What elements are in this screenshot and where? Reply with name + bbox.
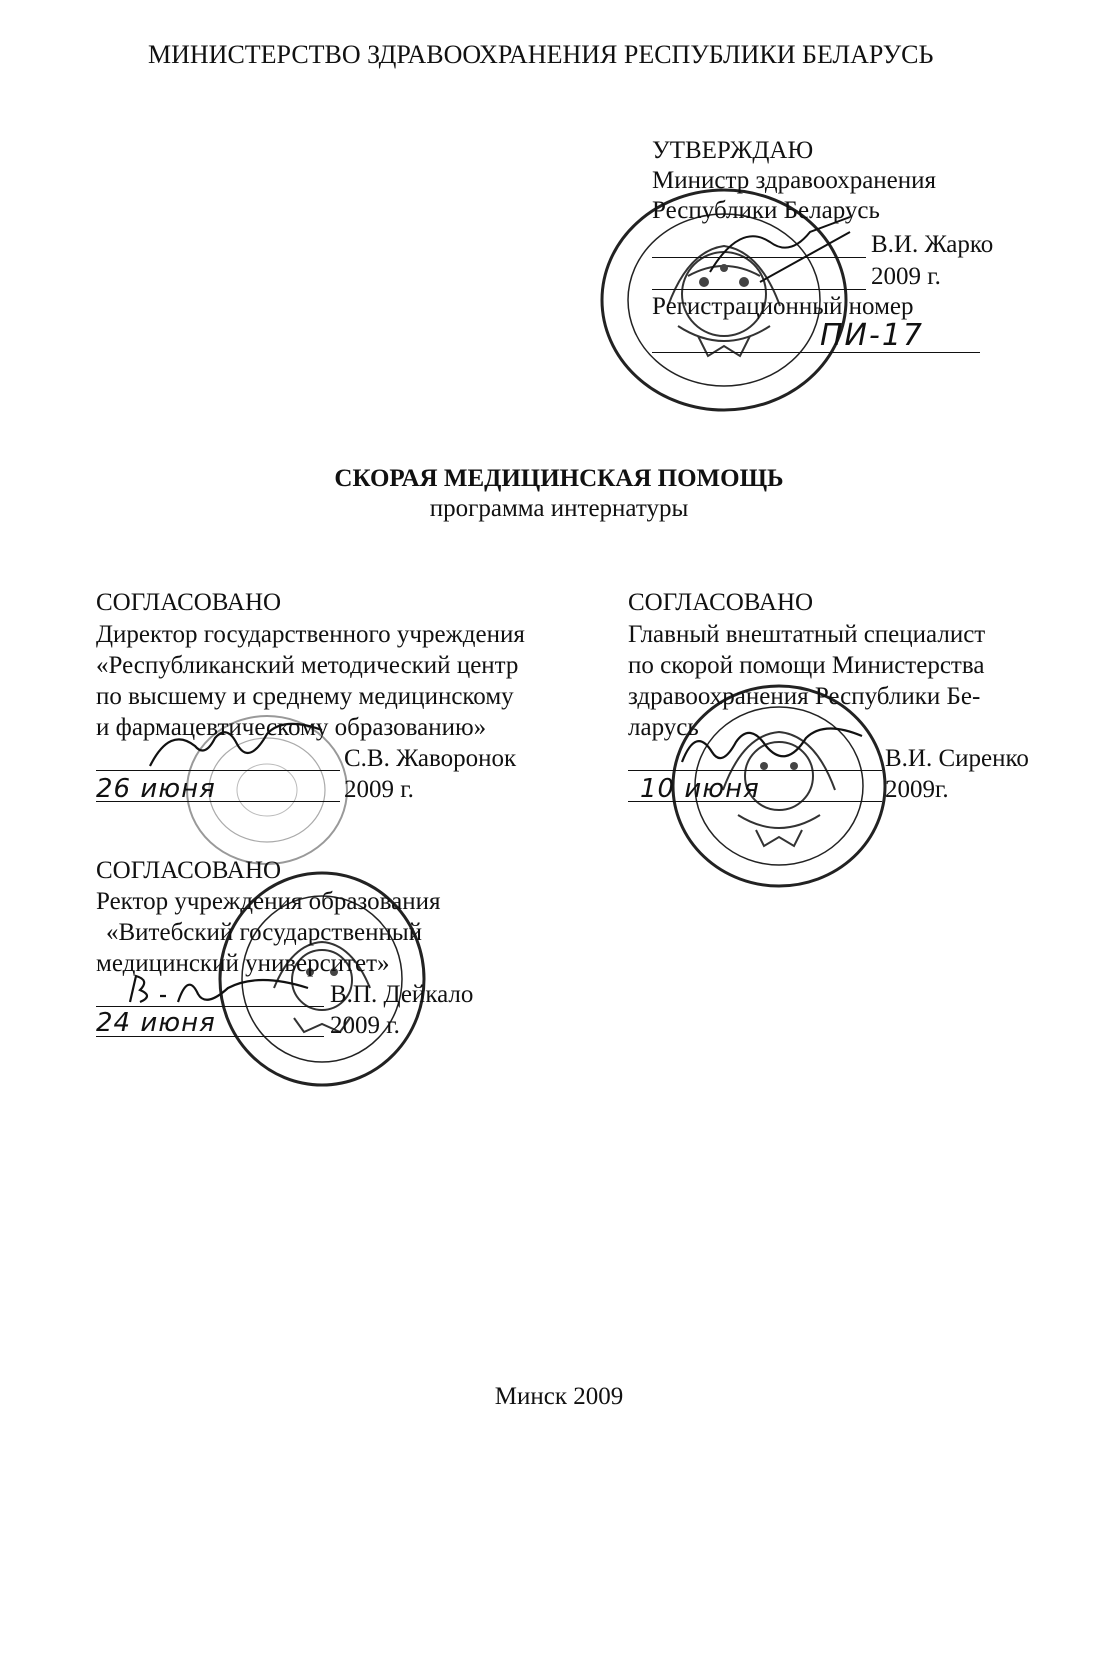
agreed-left-line2: «Республиканский методический центр [96,652,519,679]
agreed-right-name: В.И. Сиренко [885,745,1029,772]
agreed-right-heading: СОГЛАСОВАНО [628,589,814,616]
agreed-right-year: 2009г. [885,776,949,803]
footer-place-year: Минск 2009 [494,1383,624,1410]
agreed-right-line2: по скорой помощи Министерства [628,652,985,679]
zhavoronok-signature [140,722,330,776]
approve-year: 2009 г. [871,263,941,290]
agreed-left-heading: СОГЛАСОВАНО [96,589,282,616]
approve-reg-label: Регистрационный номер [652,293,914,320]
agreed-right-line1: Главный внештатный специалист [628,621,986,648]
agreed-bottom-handwritten-date: 24 июня [96,1008,216,1038]
agreed-right-line3: здравоохранения Республики Бе- [628,683,981,710]
agreed-left-line3: по высшему и среднему медицинскому [96,683,514,710]
approve-position-line1: Министр здравоохранения [652,167,937,194]
agreed-left-year: 2009 г. [344,776,414,803]
document-title: СКОРАЯ МЕДИЦИНСКАЯ ПОМОЩЬ [334,465,784,492]
agreed-left-line4: и фармацевтическому образованию» [96,714,487,741]
approve-reg-number: ПИ-17 [820,318,924,353]
agreed-bottom-name: В.П. Дейкало [330,981,474,1008]
agreed-right-handwritten-date: 10 июня [640,774,760,804]
approve-heading: УТВЕРЖДАЮ [652,137,814,164]
approve-date-line [652,289,866,290]
document-subtitle: программа интернатуры [429,495,689,522]
agreed-left-handwritten-date: 26 июня [96,774,216,804]
agreed-bottom-line3: медицинский университет» [96,950,390,977]
approve-position-line2: Республики Беларусь [652,197,880,224]
minister-signature [700,212,870,292]
approve-reg-line [652,352,980,353]
agreed-bottom-line2: «Витебский государственный [106,919,423,946]
agreed-bottom-year: 2009 г. [330,1012,400,1039]
ministry-header: МИНИСТЕРСТВО ЗДРАВООХРАНЕНИЯ РЕСПУБЛИКИ БЕЛАРУСЬ [148,40,934,69]
sirenko-signature [672,722,872,776]
agreed-bottom-line1: Ректор учреждения образования [96,888,441,915]
agreed-bottom-heading: СОГЛАСОВАНО [96,857,282,884]
agreed-left-line1: Директор государственного учреждения [96,621,525,648]
deikalo-signature [120,966,320,1012]
agreed-right-line4: ларусь [628,714,699,741]
agreed-left-name: С.В. Жаворонок [344,745,517,772]
approve-name: В.И. Жарко [871,231,994,258]
